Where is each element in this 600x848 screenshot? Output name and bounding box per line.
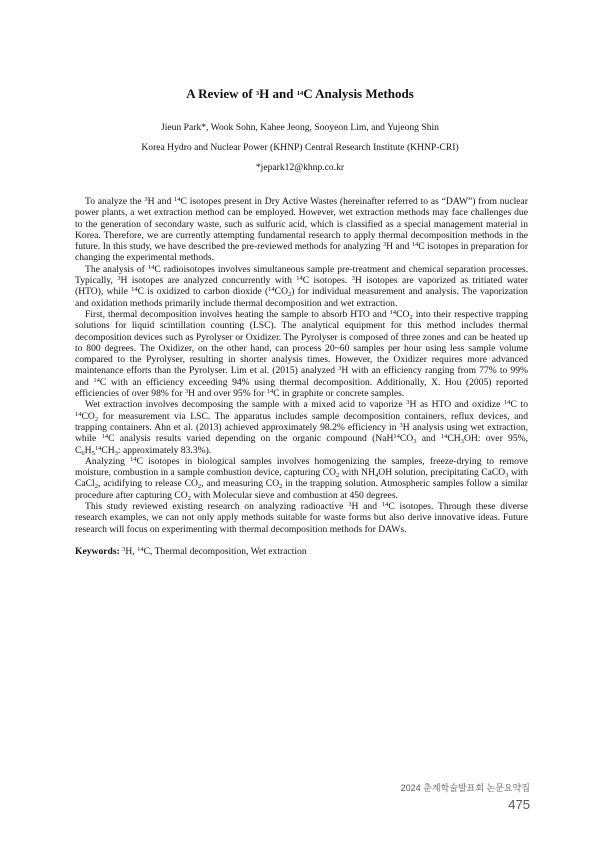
title-text: A Review of: [186, 86, 256, 101]
paper-title: [0, 86, 600, 102]
title-superscript: 14: [296, 90, 304, 97]
keywords-line: Keywords: $^3$H, $^{14}$C, Thermal decomposition, Wet extraction: [75, 545, 307, 557]
corresponding-email: *jepark12@khnp.co.kr: [255, 162, 345, 173]
paragraph-intro: To analyze the $^3$H and $^{14}$C isotopes present in Dry Active Wastes (hereinafter referred to as “DAW”) from nuclear power plants, a wet extraction method can be employed. However, wet extraction methods may face challenges due to the generation of secondary waste, such as sulfuric acid, which is classified as a special management material in Korea. Therefore, we are currently attempting fundamental research to apply thermal decomposition methods in the future. In this study, we have described the pre-reviewed methods for analyzing $^3$H and $^{14}$C isotopes in preparation for changing the experimental methods.: [75, 196, 529, 264]
title-text: H and: [259, 86, 297, 101]
conference-name: 2024 춘계학술발표회 논문요약집: [400, 783, 530, 793]
keywords-label: Keywords:: [75, 545, 120, 557]
paragraph-conclusion: This study reviewed existing research on analyzing radioactive $^3$H and $^{14}$C isotopes. Through these diverse research examples, we can not only apply methods suitable for waste forms but also derive innovative ideas. Future research will focus on experimenting with thermal decomposition methods for DAWs.: [75, 501, 529, 535]
title-superscript: 3: [255, 90, 260, 97]
paragraph-thermal-decomposition: First, thermal decomposition involves heating the sample to absorb HTO and $^{14}CO_2$ into their respective trapping solutions for liquid scintillation counting (LSC). The analytical equipment for this method includes thermal decomposition devices such as Pyrolyser or Oxidizer. The Pyrolyser is composed of three zones and can be heated up to 800 degrees. The Oxidizer, on the other hand, can process 20~60 samples per hour using less sample volume compared to the Pyrolyser, resulting in shorter analysis times. However, the Oxidizer requires more advanced maintenance efforts than the Pyrolyser. Lim et al. (2015) analyzed $^3$H with an efficiency ranging from 77% to 99% and $^{14}$C with an efficiency exceeding 94% using thermal decomposition. Additionally, X. Hou (2005) reported efficiencies of over 98% for $^3$H and over 95% for $^{14}$C in graphite or concrete samples.: [75, 308, 528, 400]
page-number: 475: [508, 797, 530, 812]
affiliation: Korea Hydro and Nuclear Power (KHNP) Central Research Institute (KHNP-CRI): [141, 142, 459, 153]
paragraph-wet-extraction: Wet extraction involves decomposing the sample with a mixed acid to vaporize $^3$H as HTO and oxidize $^{14}$C to $^{14}CO_2$ for measurement via LSC. The apparatus includes sample decomposition containers, reflux devices, and trapping containers. Ahn et al. (2013) achieved approximately 98.2% efficiency in $^3$H analysis using wet extraction, while $^{14}$C analysis results varied depending on the organic compound ($NaH^{14}CO_3$ and $^{14}CH_3OH$: over 95%, $C_6H_5^{14}CH_3$: approximately 83.3%).: [75, 399, 529, 457]
paragraph-analysis: The analysis of $^{14}$C radioisotopes involves simultaneous sample pre-treatment and chemical separation processes. Typically, $^3$H isotopes are analyzed concurrently with $^{14}$C isotopes. $^3$H isotopes are vaporized as tritiated water (HTO), while $^{14}$C is oxidized to carbon dioxide $(^{14}CO_2)$ for individual measurement and analysis. The vaporization and oxidation methods primarily include thermal decomposition and wet extraction.: [75, 263, 529, 309]
paragraph-biological-samples: Analyzing $^{14}$C isotopes in biological samples involves homogenizing the samples, freeze-drying to remove moisture, combustion in a sample combustion device, capturing $CO_2$ with $NH_4OH$ solution, precipitating CaCO$_3$ with CaCl$_2$, acidifying to release $CO_2$, and measuring $CO_2$ in the trapping solution. Atmospheric samples follow a similar procedure after capturing $CO_2$ with Molecular sieve and combustion at 450 degrees.: [75, 455, 528, 502]
abstract-body: [75, 196, 528, 557]
page-footer: [380, 778, 530, 814]
title-text: C Analysis Methods: [303, 86, 414, 101]
author-list: Jieun Park*, Wook Sohn, Kahee Jeong, Sooyeon Lim, and Yujeong Shin: [161, 122, 439, 133]
